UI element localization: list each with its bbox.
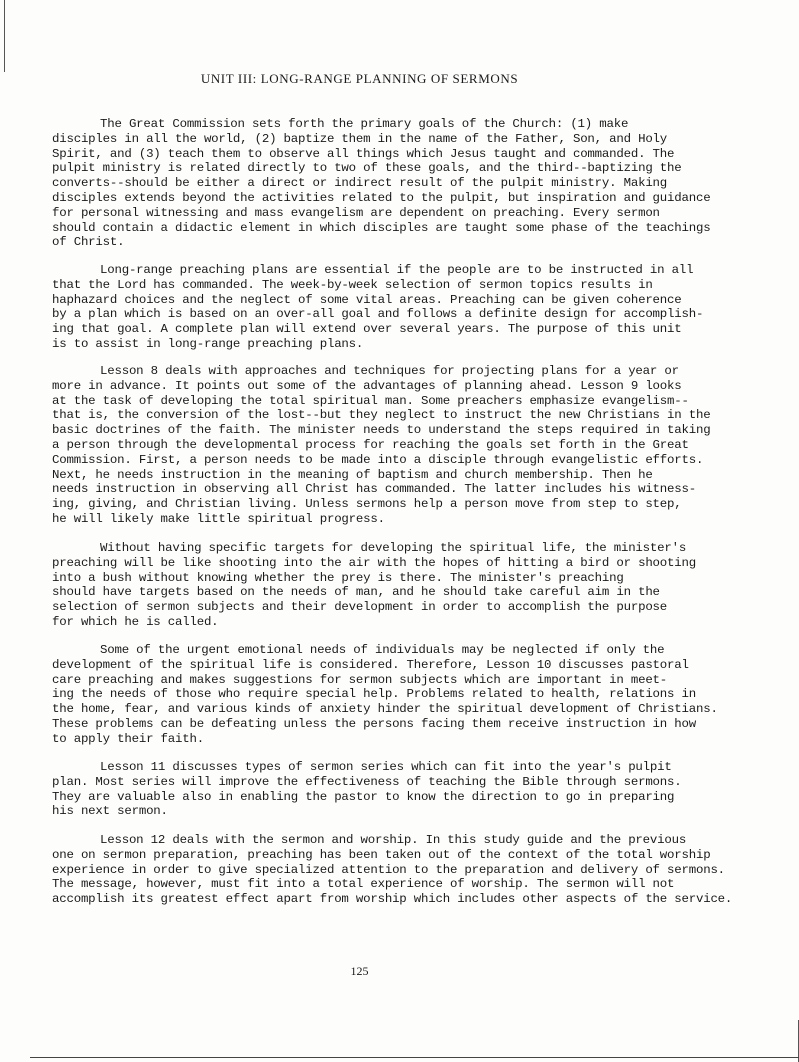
text-line: plan. Most series will improve the effectiveness of teaching the Bible through sermons. <box>52 774 682 789</box>
text-line: for which he is called. <box>52 614 219 629</box>
unit-title: UNIT III: LONG-RANGE PLANNING OF SERMONS <box>200 71 519 86</box>
text-line: These problems can be defeating unless the persons facing them receive instruction in how <box>52 716 696 731</box>
text-line: Some of the urgent emotional needs of individuals may be neglected if only the <box>100 643 665 657</box>
text-line: development of the spiritual life is considered. Therefore, Lesson 10 discusses pastoral <box>52 657 689 672</box>
text-line: Lesson 8 deals with approaches and techniques for projecting plans for a year or <box>100 364 679 378</box>
paragraph-lesson-11 <box>52 760 700 819</box>
text-line: into a bush without knowing whether the prey is there. The minister's preaching <box>52 570 624 585</box>
text-line: his next sermon. <box>52 804 168 819</box>
text-line: ing, giving, and Christian living. Unless sermons help a person move from step to step, <box>52 497 682 512</box>
paragraph-great-commission <box>52 117 711 250</box>
text-line: Without having specific targets for developing the spiritual life, the minister's <box>100 541 687 555</box>
text-line: disciples in all the world, (2) baptize them in the name of the Father, Son, and Holy <box>52 131 668 146</box>
text-line: Commission. First, a person needs to be made into a disciple through evangelistic efforts. <box>52 452 704 467</box>
text-line: basic doctrines of the faith. The minister needs to understand the steps required in taking <box>52 423 711 438</box>
text-line: Long-range preaching plans are essential if the people are to be instructed in all <box>100 263 694 277</box>
text-line: preaching will be like shooting into the air with the hopes of hitting a bird or shooting <box>52 555 696 570</box>
text-line: of Christ. <box>52 235 125 250</box>
text-line: that is, the conversion of the lost--but they neglect to instruct the new Christians in the <box>52 408 711 423</box>
text-line: The message, however, must fit into a total experience of worship. The sermon will not <box>52 877 675 892</box>
text-line: needs instruction in observing all Christ has commanded. The latter includes his witness- <box>52 482 696 497</box>
text-line: Lesson 12 deals with the sermon and worship. In this study guide and the previous <box>100 833 687 847</box>
scan-edge-line-left <box>4 0 5 72</box>
text-line: selection of sermon subjects and their development in order to accomplish the purpose <box>52 600 668 615</box>
text-line: disciples extends beyond the activities related to the pulpit, but inspiration and guidance <box>52 190 711 205</box>
text-line: haphazard choices and the neglect of some vital areas. Preaching can be given coherence <box>52 292 682 307</box>
text-line: a person through the developmental process for reaching the goals set forth in the Great <box>52 437 689 452</box>
text-line: is to assist in long-range preaching plans. <box>52 336 364 351</box>
paragraph-lesson-10 <box>52 643 718 747</box>
page-number: 125 <box>350 964 369 978</box>
scan-edge-line-bottom <box>30 1057 799 1058</box>
text-line: They are valuable also in enabling the pastor to know the direction to go in preparing <box>52 789 675 804</box>
text-line: The Great Commission sets forth the primary goals of the Church: (1) make <box>100 117 629 131</box>
text-line: experience in order to give specialized attention to the preparation and delivery of sermons. <box>52 862 725 877</box>
paragraph-lesson-8-9 <box>52 364 711 527</box>
text-line: Lesson 11 discusses types of sermon series which can fit into the year's pulpit <box>100 760 672 774</box>
text-line: ing that goal. A complete plan will extend over several years. The purpose of this unit <box>52 322 682 337</box>
text-line: accomplish its greatest effect apart from worship which includes other aspects of the service. <box>52 892 733 907</box>
text-line: care preaching and makes suggestions for sermon subjects which are important in meet- <box>52 672 668 687</box>
text-line: at the task of developing the total spiritual man. Some preachers emphasize evangelism-- <box>52 393 689 408</box>
text-line: Spirit, and (3) teach them to observe all things which Jesus taught and commanded. The <box>52 146 675 161</box>
text-line: should have targets based on the needs of man, and he should take careful aim in the <box>52 585 660 600</box>
paragraph-long-range-plans <box>52 263 704 352</box>
text-line: to apply their faith. <box>52 731 204 746</box>
paragraph-lesson-12 <box>52 833 733 907</box>
text-line: more in advance. It points out some of the advantages of planning ahead. Lesson 9 looks <box>52 378 682 393</box>
text-line: for personal witnessing and mass evangelism are dependent on preaching. Every sermon <box>52 205 660 220</box>
text-line: pulpit ministry is related directly to two of these goals, and the third--baptizing the <box>52 161 682 176</box>
text-line: one on sermon preparation, preaching has been taken out of the context of the total worship <box>52 847 711 862</box>
text-line: that the Lord has commanded. The week-by-week selection of sermon topics results in <box>52 277 653 292</box>
text-line: the home, fear, and various kinds of anxiety hinder the spiritual development of Christians. <box>52 702 718 717</box>
text-line: by a plan which is based on an over-all goal and follows a definite design for accomplish- <box>52 307 704 322</box>
text-line: should contain a didactic element in which disciples are taught some phase of the teachings <box>52 220 711 235</box>
text-line: he will likely make little spiritual progress. <box>52 511 385 526</box>
text-line: ing the needs of those who require special help. Problems related to health, relations in <box>52 687 696 702</box>
text-line: Next, he needs instruction in the meaning of baptism and church membership. Then he <box>52 467 653 482</box>
text-line: converts--should be either a direct or indirect result of the pulpit ministry. Making <box>52 176 668 191</box>
paragraph-spiritual-targets <box>52 541 700 630</box>
